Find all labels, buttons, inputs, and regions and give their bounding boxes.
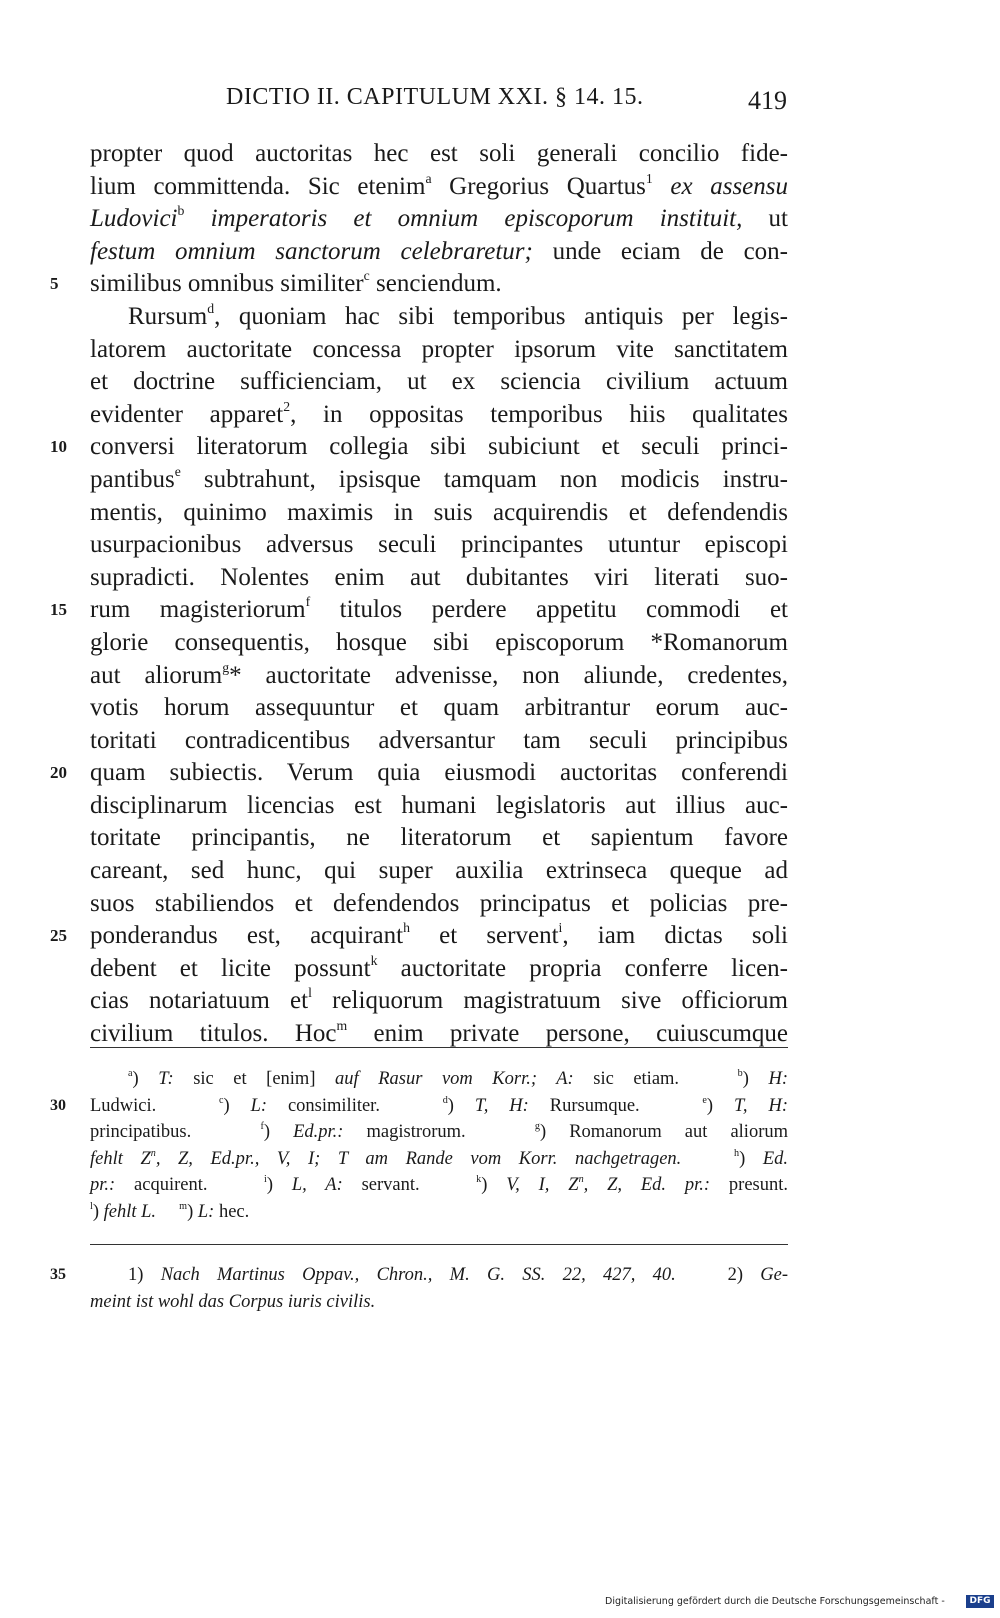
running-title: DICTIO II. CAPITULUM XXI. § 14. 15. bbox=[226, 84, 644, 110]
apparatus-line bbox=[90, 1119, 788, 1146]
line-text: pr.: acquirent. $^i$) L, A: servant. $^k$) V, I, $Z^n$, Z, Ed. pr.: presunt. bbox=[90, 1173, 789, 1195]
text-line bbox=[90, 627, 788, 660]
apparatus-line bbox=[50, 1093, 788, 1120]
apparatus-line bbox=[90, 1199, 788, 1226]
text-line bbox=[50, 757, 788, 790]
line-number: 20 bbox=[50, 763, 67, 783]
line-text: conversi literatorum collegia sibi subiciunt et seculi princi- bbox=[90, 433, 788, 461]
line-number: 25 bbox=[50, 926, 67, 946]
apparatus-line bbox=[90, 1146, 788, 1173]
text-line bbox=[90, 301, 788, 334]
line-number: 15 bbox=[50, 600, 67, 620]
text-line bbox=[90, 529, 788, 562]
line-text: quam subiectis. Verum quia eiusmodi auctoritas conferendi bbox=[90, 759, 788, 787]
line-number: 30 bbox=[50, 1096, 66, 1114]
text-line bbox=[90, 725, 788, 758]
source-notes bbox=[50, 1262, 788, 1315]
line-number: 35 bbox=[50, 1266, 66, 1283]
line-text: evidenter apparet$^2$, in oppositas temporibus hiis qualitates bbox=[90, 398, 788, 428]
digitization-credit: Digitalisierung gefördert durch die Deutsche Forschungsgemeinschaft - bbox=[605, 1596, 945, 1607]
line-text: Rursum$^d$, quoniam hac sibi temporibus antiquis per legis- bbox=[128, 300, 788, 330]
line-text: latorem auctoritate concessa propter ipsorum vite sanctitatem bbox=[90, 335, 788, 363]
text-line bbox=[90, 985, 788, 1018]
text-line bbox=[90, 562, 788, 595]
line-text: toritate principantis, ne literatorum et sapientum favore bbox=[90, 824, 788, 852]
line-text: disciplinarum licencias est humani legislatoris aut illius auc- bbox=[90, 791, 788, 819]
text-line bbox=[90, 855, 788, 888]
text-line bbox=[50, 594, 788, 627]
note-line bbox=[90, 1289, 788, 1316]
line-text: mentis, quinimo maximis in suis acquirendis et defendendis bbox=[90, 498, 788, 526]
running-header bbox=[0, 84, 1000, 124]
text-line bbox=[90, 138, 788, 171]
notes-rule bbox=[90, 1244, 788, 1245]
main-text bbox=[50, 138, 789, 1051]
text-line bbox=[90, 203, 788, 236]
apparatus-line bbox=[90, 1172, 788, 1199]
line-text: $^l$) fehlt L. $^m$) L: hec. bbox=[90, 1200, 250, 1222]
apparatus-rule bbox=[90, 1047, 788, 1048]
line-text: cias notariatuum $et^l$ reliquorum magistratuum sive officiorum bbox=[90, 985, 788, 1015]
line-text: aut aliorum$^g$* auctoritate advenisse, non aliunde, credentes, bbox=[90, 659, 788, 689]
critical-apparatus bbox=[50, 1066, 789, 1225]
text-line bbox=[90, 171, 788, 204]
line-text: ponderandus est, acquirant$^h$ et servent$^i$, iam dictas soli bbox=[90, 920, 789, 950]
line-text: 1) Nach Martinus Oppav., Chron., M. G. SS. 22, 427, 40. 2) Ge- bbox=[128, 1265, 788, 1285]
text-line bbox=[90, 236, 788, 269]
text-line bbox=[90, 399, 788, 432]
line-text: lium committenda. Sic etenim$^a$ Gregorius Quartus$^1$ ex assensu bbox=[90, 170, 788, 200]
text-line bbox=[90, 660, 788, 693]
line-text: toritati contradicentibus adversantur tam seculi principibus bbox=[90, 726, 788, 754]
text-line bbox=[90, 790, 788, 823]
text-line bbox=[50, 920, 789, 953]
apparatus-line bbox=[90, 1066, 788, 1093]
text-line bbox=[90, 822, 788, 855]
line-text: principatibus. $^f$) Ed.pr.: magistrorum. $^g$) Romanorum aut aliorum bbox=[90, 1120, 788, 1142]
line-text: supradicti. Nolentes enim aut dubitantes viri literati suo- bbox=[90, 563, 788, 591]
line-text: similibus omnibus similiter$^c$ senciendum. bbox=[90, 268, 502, 298]
line-text: pantibus$^e$ subtrahunt, ipsisque tamquam non modicis instru- bbox=[90, 463, 788, 493]
line-text: propter quod auctoritas hec est soli generali concilio fide- bbox=[90, 140, 788, 167]
text-line bbox=[90, 888, 788, 921]
line-text: glorie consequentis, hosque sibi episcoporum *Romanorum bbox=[90, 628, 788, 656]
line-text: fehlt $Z^n$, Z, Ed.pr., V, I; T am Rande vom Korr. nachgetragen. $^h$) Ed. bbox=[90, 1147, 788, 1169]
line-number: 5 bbox=[50, 274, 59, 294]
text-line bbox=[90, 497, 788, 530]
line-text: usurpacionibus adversus seculi principantes utuntur episcopi bbox=[90, 531, 788, 559]
line-text: meint ist wohl das Corpus iuris civilis. bbox=[90, 1291, 376, 1312]
text-line bbox=[50, 268, 788, 301]
line-text: Ludovici$^b$ imperatoris et omnium episcoporum instituit, ut bbox=[90, 203, 789, 233]
text-line bbox=[90, 334, 788, 367]
line-text: votis horum assequuntur et quam arbitrantur eorum auc- bbox=[90, 694, 788, 722]
text-line bbox=[90, 464, 788, 497]
page-number: 419 bbox=[748, 86, 787, 115]
line-text: careant, sed hunc, qui super auxilia extrinseca queque ad bbox=[90, 857, 788, 885]
line-text: civilium titulos. Hoc$^m$ enim private persone, cuiuscumque bbox=[90, 1018, 788, 1048]
text-line bbox=[90, 953, 788, 986]
text-line bbox=[90, 1018, 788, 1051]
line-text: festum omnium sanctorum celebraretur; unde eciam de con- bbox=[90, 237, 788, 265]
line-text: suos stabiliendos et defendendos principatus et policias pre- bbox=[90, 889, 788, 917]
line-text: Ludwici. $^c$) L: consimiliter. $^d$) T, H: Rursumque. $^e$) T, H: bbox=[90, 1094, 788, 1116]
text-line bbox=[90, 366, 788, 399]
line-text: et doctrine sufficienciam, ut ex sciencia civilium actuum bbox=[90, 368, 788, 396]
note-line bbox=[50, 1262, 788, 1289]
text-line bbox=[50, 431, 788, 464]
text-line bbox=[90, 692, 788, 725]
line-number: 10 bbox=[50, 437, 67, 457]
line-text: debent et licite possunt$^k$ auctoritate propria conferre licen- bbox=[90, 952, 788, 982]
line-text: $^a$) T: sic et [enim] auf Rasur vom Korr.; A: sic etiam. $^b$) H: bbox=[128, 1067, 788, 1089]
dfg-logo: DFG bbox=[966, 1595, 994, 1608]
line-text: rum magisteriorum$^f$ titulos perdere appetitu commodi et bbox=[90, 594, 788, 624]
